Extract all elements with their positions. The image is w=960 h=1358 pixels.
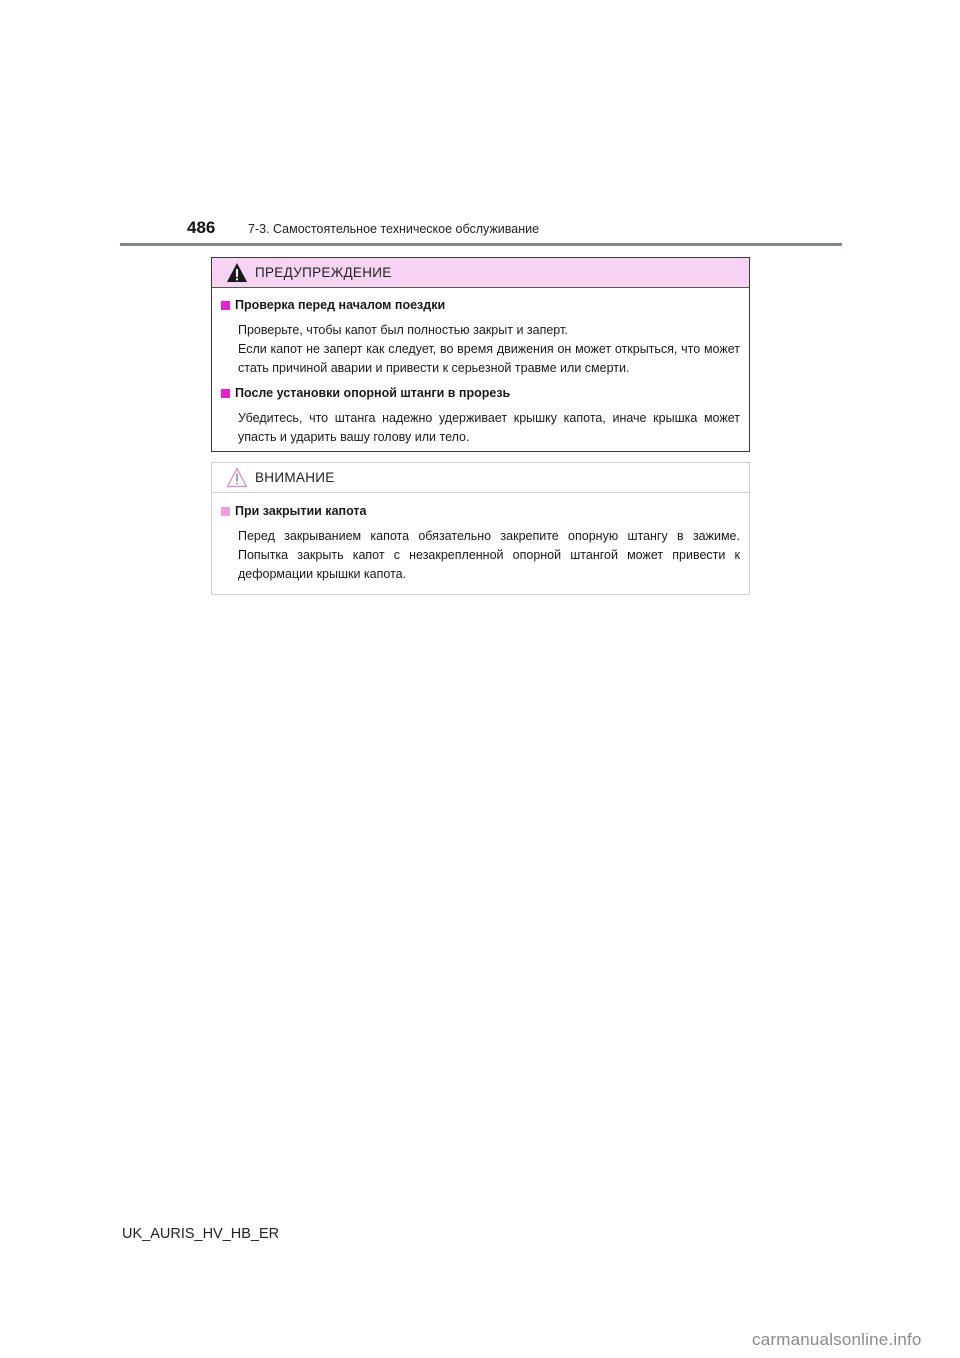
warning-title: ПРЕДУПРЕЖДЕНИЕ — [255, 265, 392, 280]
caution-body — [212, 493, 749, 584]
header-rule — [120, 243, 842, 246]
caution-box — [211, 462, 750, 595]
warning-item-heading-text: Проверка перед началом поездки — [235, 298, 446, 312]
warning-body — [212, 288, 749, 447]
warning-paragraph-line: Проверьте, чтобы капот был полностью закрыт и заперт. — [238, 323, 568, 337]
watermark: carmanualsonline.info — [752, 1330, 922, 1349]
warning-paragraph-line: Если капот не заперт как следует, во время движения он может открыться, что может стать причиной аварии и привести к серьезной травме или смерти. — [238, 342, 740, 375]
caution-title: ВНИМАНИЕ — [255, 470, 335, 485]
warning-item-heading-text: После установки опорной штанги в прорезь — [235, 386, 511, 400]
warning-item-heading — [221, 298, 740, 312]
caution-header — [212, 463, 749, 493]
caution-triangle-icon — [226, 467, 248, 488]
warning-header — [212, 258, 749, 288]
warning-triangle-icon — [226, 262, 248, 283]
bullet-square-icon — [221, 301, 230, 310]
section-title: 7-3. Самостоятельное техническое обслуживание — [248, 222, 540, 236]
bullet-square-icon — [221, 389, 230, 398]
caution-item-heading — [221, 504, 740, 518]
caution-item-heading-text: При закрытии капота — [235, 504, 367, 518]
warning-paragraph — [238, 321, 740, 378]
warning-item-heading — [221, 386, 740, 400]
warning-paragraph: Убедитесь, что штанга надежно удерживает крышку капота, иначе крышка может упасть и ударить вашу голову или тело. — [238, 411, 740, 444]
caution-paragraph: Перед закрыванием капота обязательно закрепите опорную штангу в зажиме. Попытка закрыть капот с незакрепленной опорной штангой может привести к деформации крышки капота. — [238, 529, 740, 581]
page-number: 486 — [187, 218, 216, 237]
warning-box — [211, 257, 750, 452]
footer-code: UK_AURIS_HV_HB_ER — [122, 1226, 280, 1242]
bullet-square-icon — [221, 507, 230, 516]
